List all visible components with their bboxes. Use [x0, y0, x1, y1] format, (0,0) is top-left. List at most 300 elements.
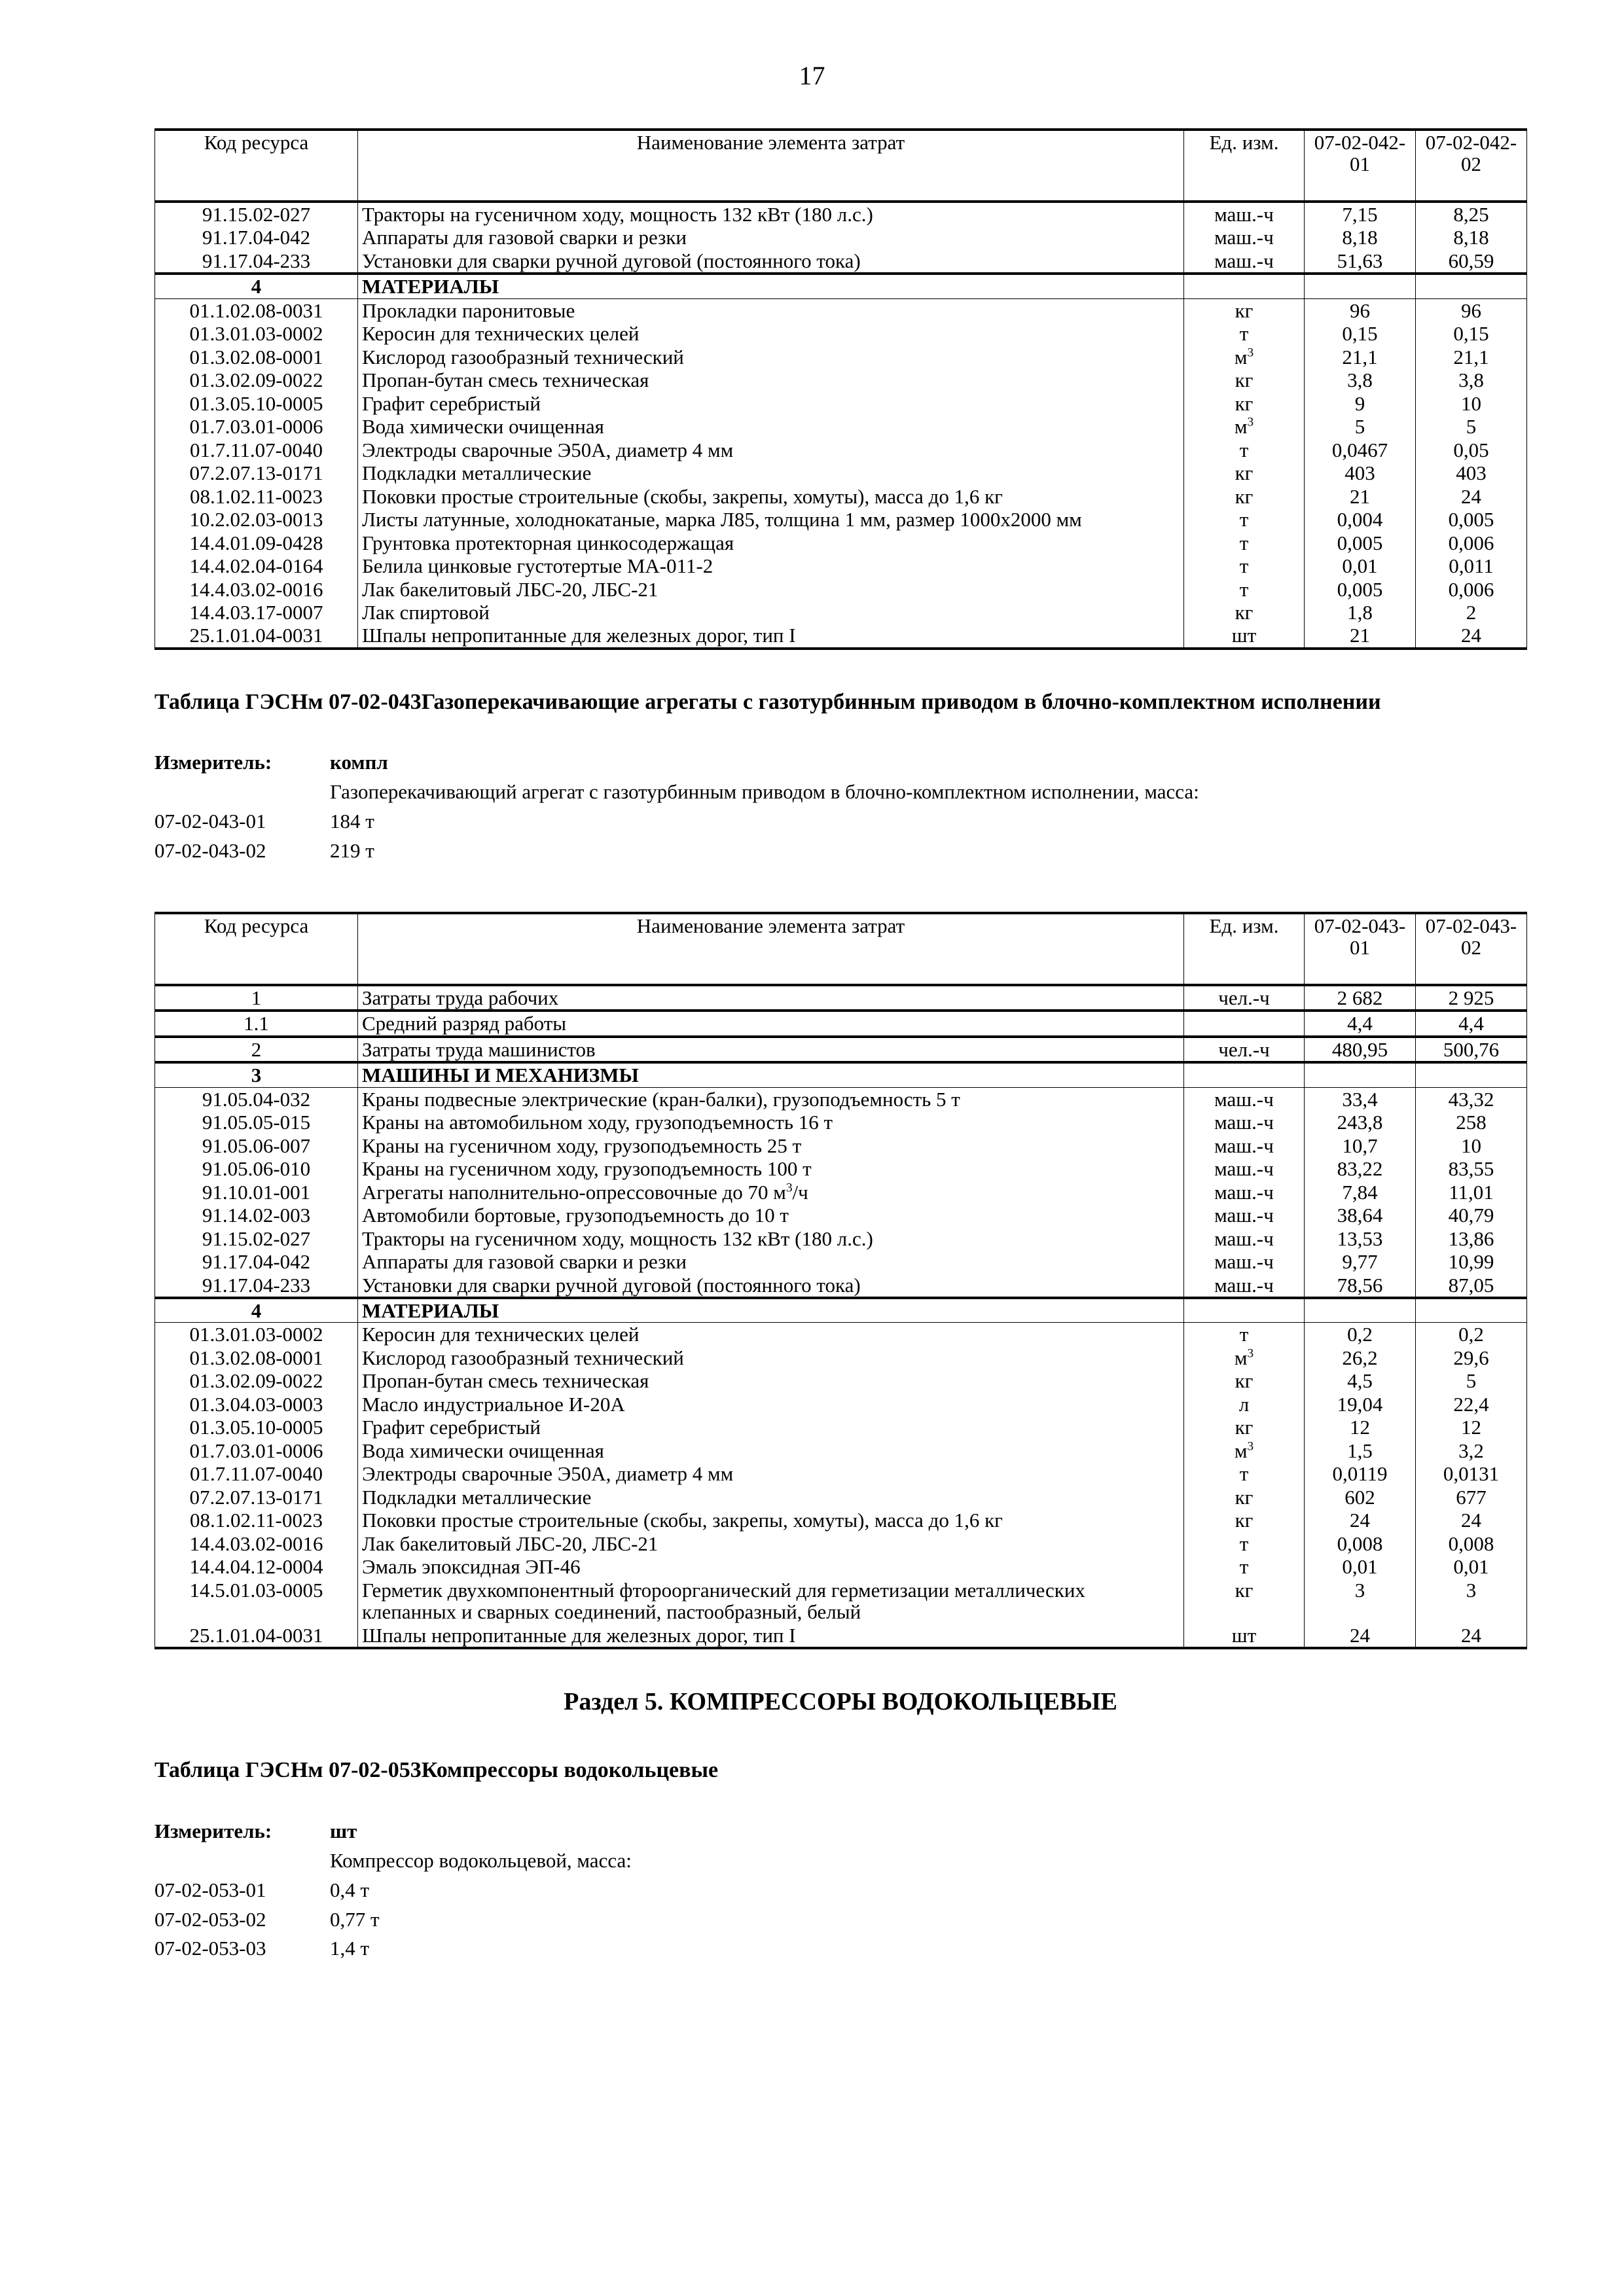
- table-row: [155, 985, 1527, 1011]
- table-row: [155, 1346, 1527, 1369]
- row-unit: т: [1184, 439, 1305, 461]
- row-value-1: 83,22: [1305, 1157, 1416, 1180]
- description-053: Компрессор водокольцевой, масса:: [330, 1848, 632, 1872]
- row-value-2: 24: [1416, 1509, 1527, 1532]
- variant-code: 07-02-053-03: [154, 1937, 266, 1960]
- row-unit: [1184, 1439, 1305, 1462]
- table-header-row: [155, 130, 1527, 202]
- table-row: [155, 1439, 1527, 1462]
- row-value-2: 22,4: [1416, 1393, 1527, 1416]
- row-unit: чел.-ч: [1184, 985, 1305, 1011]
- row-value-1: [1305, 1062, 1416, 1087]
- row-value-1: 1,8: [1305, 601, 1416, 624]
- row-code: 01.3.05.10-0005: [155, 1416, 358, 1439]
- row-code: 01.3.04.03-0003: [155, 1393, 358, 1416]
- row-name: Лак бакелитовый ЛБС-20, ЛБС-21: [358, 1532, 1184, 1555]
- row-value-1: 19,04: [1305, 1393, 1416, 1416]
- row-name: Затраты труда машинистов: [358, 1037, 1184, 1062]
- row-value-1: 2 682: [1305, 985, 1416, 1011]
- row-value-2: 8,18: [1416, 226, 1527, 249]
- row-unit: т: [1184, 1532, 1305, 1555]
- row-unit: т: [1184, 1323, 1305, 1346]
- row-name: Пропан-бутан смесь техническая: [358, 1369, 1184, 1392]
- section-heading-razdel-5: Раздел 5. КОМПРЕССОРЫ ВОДОКОЛЬЦЕВЫЕ: [564, 1688, 1117, 1716]
- row-value-2: 258: [1416, 1111, 1527, 1134]
- description-row-053: [154, 1846, 1526, 1876]
- row-value-1: 24: [1305, 1624, 1416, 1648]
- row-value-2: 29,6: [1416, 1346, 1527, 1369]
- table-row: [155, 1111, 1527, 1134]
- row-code: 01.3.01.03-0002: [155, 1323, 358, 1346]
- unit-superscript: 3: [1247, 1346, 1254, 1361]
- row-value-2: [1416, 1298, 1527, 1323]
- row-value-2: 0,006: [1416, 578, 1527, 601]
- row-value-1: 5: [1305, 415, 1416, 438]
- row-unit: [1184, 274, 1305, 298]
- table-row: [155, 624, 1527, 648]
- variant-value: 184 т: [330, 810, 374, 833]
- variant-code: 07-02-043-01: [154, 810, 266, 833]
- row-name: Графит серебристый: [358, 1416, 1184, 1439]
- table-title-043: [154, 687, 1526, 718]
- row-name: Керосин для технических целей: [358, 322, 1184, 345]
- row-unit: маш.-ч: [1184, 1134, 1305, 1157]
- row-value-1: 4,4: [1305, 1011, 1416, 1036]
- row-unit: [1184, 415, 1305, 438]
- row-name: МАТЕРИАЛЫ: [358, 1298, 1184, 1323]
- row-value-1: 33,4: [1305, 1087, 1416, 1111]
- row-code: 14.4.03.02-0016: [155, 578, 358, 601]
- row-value-1: 0,005: [1305, 531, 1416, 554]
- description-043: Газоперекачивающий агрегат с газотурбинным приводом в блочно-комплектном исполнении, масса:: [330, 780, 1199, 804]
- row-name: Шпалы непропитанные для железных дорог, тип I: [358, 1624, 1184, 1648]
- table-row: [155, 1250, 1527, 1273]
- table-row: [155, 226, 1527, 249]
- row-value-1: 21: [1305, 624, 1416, 648]
- table-row: [155, 1227, 1527, 1250]
- row-name: Графит серебристый: [358, 392, 1184, 415]
- table-row: [155, 439, 1527, 461]
- row-value-2: 10,99: [1416, 1250, 1527, 1273]
- row-code: 01.3.02.08-0001: [155, 1346, 358, 1369]
- table-row: [155, 508, 1527, 531]
- table-row: [155, 1323, 1527, 1346]
- row-unit: т: [1184, 554, 1305, 577]
- table-title-043-label: Таблица ГЭСНм 07-02-043: [154, 689, 422, 714]
- row-name: Электроды сварочные Э50А, диаметр 4 мм: [358, 439, 1184, 461]
- row-unit: т: [1184, 322, 1305, 345]
- row-value-2: 4,4: [1416, 1011, 1527, 1036]
- row-value-1: 12: [1305, 1416, 1416, 1439]
- row-code: 10.2.02.03-0013: [155, 508, 358, 531]
- row-code: 2: [155, 1037, 358, 1062]
- table-row: [155, 392, 1527, 415]
- row-value-2: 403: [1416, 461, 1527, 484]
- row-code: 01.3.02.08-0001: [155, 346, 358, 368]
- variant-row: [154, 836, 1526, 866]
- row-code: 14.4.04.12-0004: [155, 1555, 358, 1578]
- variant-1-code: 07-02-042-01: [1314, 131, 1406, 176]
- row-value-1: [1305, 274, 1416, 298]
- page-content: [154, 128, 1526, 1964]
- table-row: [155, 1274, 1527, 1298]
- header-variant-2: [1416, 913, 1527, 985]
- table-row: [155, 1157, 1527, 1180]
- table-row: [155, 1393, 1527, 1416]
- row-name: Белила цинковые густотертые МА-011-2: [358, 554, 1184, 577]
- row-name: Вода химически очищенная: [358, 415, 1184, 438]
- variant-value: 0,77 т: [330, 1907, 380, 1931]
- row-name: МАШИНЫ И МЕХАНИЗМЫ: [358, 1062, 1184, 1087]
- table-row: [155, 346, 1527, 368]
- header-unit: Ед. изм.: [1184, 913, 1305, 985]
- row-unit: чел.-ч: [1184, 1037, 1305, 1062]
- row-value-1: 0,005: [1305, 578, 1416, 601]
- unit-superscript: 3: [1247, 346, 1254, 360]
- row-value-2: 2 925: [1416, 985, 1527, 1011]
- row-value-2: 12: [1416, 1416, 1527, 1439]
- row-name: Кислород газообразный технический: [358, 346, 1184, 368]
- row-unit: кг: [1184, 485, 1305, 508]
- row-value-2: 5: [1416, 1369, 1527, 1392]
- row-name: Краны подвесные электрические (кран-балки), грузоподъемность 5 т: [358, 1087, 1184, 1111]
- row-code: 01.7.11.07-0040: [155, 1462, 358, 1485]
- row-unit: т: [1184, 508, 1305, 531]
- row-name: Краны на гусеничном ходу, грузоподъемность 25 т: [358, 1134, 1184, 1157]
- table-row: [155, 461, 1527, 484]
- row-value-2: 5: [1416, 415, 1527, 438]
- row-code: 01.7.11.07-0040: [155, 439, 358, 461]
- row-code: 14.4.03.02-0016: [155, 1532, 358, 1555]
- row-name: Аппараты для газовой сварки и резки: [358, 226, 1184, 249]
- unit-superscript: 3: [785, 1181, 793, 1195]
- row-value-1: 8,18: [1305, 226, 1416, 249]
- row-unit: маш.-ч: [1184, 1227, 1305, 1250]
- row-name: Тракторы на гусеничном ходу, мощность 132 кВт (180 л.с.): [358, 1227, 1184, 1250]
- table-row: [155, 1037, 1527, 1062]
- table-row: [155, 1204, 1527, 1227]
- meter-block-043: [154, 748, 1526, 866]
- table-row: [155, 1416, 1527, 1439]
- row-code: 01.7.03.01-0006: [155, 415, 358, 438]
- row-value-1: 480,95: [1305, 1037, 1416, 1062]
- row-code: 07.2.07.13-0171: [155, 461, 358, 484]
- variant-row: [154, 1905, 1526, 1935]
- row-value-2: 21,1: [1416, 346, 1527, 368]
- row-value-2: 24: [1416, 624, 1527, 648]
- row-value-2: 11,01: [1416, 1181, 1527, 1204]
- row-name: Прокладки паронитовые: [358, 298, 1184, 322]
- row-value-2: 24: [1416, 1624, 1527, 1648]
- row-name: Герметик двухкомпонентный фтороорганический для герметизации металлических клепанных и сварных соединений, пастообразный, белый: [358, 1579, 1184, 1624]
- row-name: Листы латунные, холоднокатаные, марка Л85, толщина 1 мм, размер 1000х2000 мм: [358, 508, 1184, 531]
- row-unit: [1184, 346, 1305, 368]
- variant-list-043: [154, 807, 1526, 866]
- table-row: [155, 202, 1527, 226]
- row-unit: маш.-ч: [1184, 1087, 1305, 1111]
- row-value-1: 0,01: [1305, 1555, 1416, 1578]
- variant-2-code: 07-02-042-02: [1425, 131, 1517, 176]
- row-value-2: 0,005: [1416, 508, 1527, 531]
- row-value-2: 43,32: [1416, 1087, 1527, 1111]
- row-name: Поковки простые строительные (скобы, закрепы, хомуты), масса до 1,6 кг: [358, 1509, 1184, 1532]
- header-code: Код ресурса: [155, 913, 358, 985]
- variant-row: [154, 1876, 1526, 1905]
- row-code: 91.05.04-032: [155, 1087, 358, 1111]
- row-value-1: 4,5: [1305, 1369, 1416, 1392]
- row-value-1: 1,5: [1305, 1439, 1416, 1462]
- variant-row: [154, 807, 1526, 836]
- row-value-2: 8,25: [1416, 202, 1527, 226]
- row-value-2: [1416, 1062, 1527, 1087]
- meter-row-043: [154, 748, 1526, 778]
- row-code: 25.1.01.04-0031: [155, 624, 358, 648]
- variant-value: 0,4 т: [330, 1878, 370, 1901]
- row-code: 91.17.04-042: [155, 226, 358, 249]
- row-value-2: 3: [1416, 1579, 1527, 1624]
- row-value-2: 40,79: [1416, 1204, 1527, 1227]
- row-value-1: 0,004: [1305, 508, 1416, 531]
- table-row: [155, 1486, 1527, 1509]
- row-code: 01.1.02.08-0031: [155, 298, 358, 322]
- row-name: Подкладки металлические: [358, 1486, 1184, 1509]
- table-row: [155, 1624, 1527, 1648]
- meter-row-053: [154, 1817, 1526, 1846]
- meter-value-053: шт: [330, 1819, 357, 1842]
- row-unit: маш.-ч: [1184, 1250, 1305, 1273]
- meter-label-043: Измеритель:: [154, 751, 272, 774]
- row-unit: кг: [1184, 1579, 1305, 1624]
- row-unit: маш.-ч: [1184, 1111, 1305, 1134]
- unit-superscript: 3: [1247, 415, 1254, 429]
- row-value-2: 3,2: [1416, 1439, 1527, 1462]
- row-value-1: 96: [1305, 298, 1416, 322]
- table-row: [155, 1579, 1527, 1624]
- unit-base: м: [1234, 1439, 1248, 1462]
- table-title-053-text: Компрессоры водокольцевые: [421, 1758, 719, 1783]
- row-code: 91.17.04-042: [155, 1250, 358, 1273]
- row-value-2: 677: [1416, 1486, 1527, 1509]
- row-value-1: 0,2: [1305, 1323, 1416, 1346]
- row-value-1: 0,008: [1305, 1532, 1416, 1555]
- row-unit: [1184, 1298, 1305, 1323]
- row-value-2: 3,8: [1416, 368, 1527, 391]
- meter-block-053: [154, 1817, 1526, 1964]
- header-variant-1: [1305, 913, 1416, 985]
- row-value-2: 96: [1416, 298, 1527, 322]
- row-name: Аппараты для газовой сварки и резки: [358, 1250, 1184, 1273]
- row-code: 91.10.01-001: [155, 1181, 358, 1204]
- page-number: 17: [799, 61, 825, 90]
- row-value-2: 500,76: [1416, 1037, 1527, 1062]
- table-row: [155, 1181, 1527, 1204]
- row-value-1: 0,01: [1305, 554, 1416, 577]
- resource-table-042: [154, 128, 1527, 650]
- row-code: 91.15.02-027: [155, 1227, 358, 1250]
- row-name: Лак бакелитовый ЛБС-20, ЛБС-21: [358, 578, 1184, 601]
- row-unit: т: [1184, 578, 1305, 601]
- table-row: [155, 274, 1527, 298]
- table-042-body: [155, 202, 1527, 649]
- row-code: 14.4.01.09-0428: [155, 531, 358, 554]
- table-043-header: [155, 913, 1527, 985]
- row-value-2: 87,05: [1416, 1274, 1527, 1298]
- row-name: Тракторы на гусеничном ходу, мощность 132 кВт (180 л.с.): [358, 202, 1184, 226]
- row-code: 4: [155, 1298, 358, 1323]
- row-code: 01.3.05.10-0005: [155, 392, 358, 415]
- row-unit: кг: [1184, 1369, 1305, 1392]
- unit-base: м: [1234, 1346, 1248, 1369]
- row-name: Поковки простые строительные (скобы, закрепы, хомуты), масса до 1,6 кг: [358, 485, 1184, 508]
- row-unit: шт: [1184, 1624, 1305, 1648]
- row-name: Шпалы непропитанные для железных дорог, тип I: [358, 624, 1184, 648]
- row-unit: [1184, 1062, 1305, 1087]
- row-name: Грунтовка протекторная цинкосодержащая: [358, 531, 1184, 554]
- row-value-2: 24: [1416, 485, 1527, 508]
- row-value-1: 24: [1305, 1509, 1416, 1532]
- row-name: Краны на гусеничном ходу, грузоподъемность 100 т: [358, 1157, 1184, 1180]
- row-unit: кг: [1184, 1509, 1305, 1532]
- row-name: МАТЕРИАЛЫ: [358, 274, 1184, 298]
- table-row: [155, 1532, 1527, 1555]
- row-unit: маш.-ч: [1184, 1204, 1305, 1227]
- table-row: [155, 322, 1527, 345]
- header-unit: Ед. изм.: [1184, 130, 1305, 202]
- row-name: Электроды сварочные Э50А, диаметр 4 мм: [358, 1462, 1184, 1485]
- row-name: Кислород газообразный технический: [358, 1346, 1184, 1369]
- row-unit: маш.-ч: [1184, 226, 1305, 249]
- row-value-1: 21,1: [1305, 346, 1416, 368]
- row-value-1: 403: [1305, 461, 1416, 484]
- row-unit: т: [1184, 1555, 1305, 1578]
- header-name: Наименование элемента затрат: [358, 130, 1184, 202]
- table-row: [155, 1087, 1527, 1111]
- row-unit: кг: [1184, 392, 1305, 415]
- row-name: Установки для сварки ручной дуговой (постоянного тока): [358, 1274, 1184, 1298]
- variant-value: 1,4 т: [330, 1937, 370, 1960]
- table-row: [155, 1298, 1527, 1323]
- row-unit: [1184, 1346, 1305, 1369]
- row-unit: т: [1184, 531, 1305, 554]
- resource-table-043: [154, 912, 1527, 1649]
- row-value-2: 0,15: [1416, 322, 1527, 345]
- row-code: 91.05.06-010: [155, 1157, 358, 1180]
- row-value-1: 26,2: [1305, 1346, 1416, 1369]
- unit-base: м: [1234, 415, 1248, 439]
- variant-code: 07-02-043-02: [154, 838, 266, 862]
- row-value-1: 21: [1305, 485, 1416, 508]
- row-value-2: 10: [1416, 1134, 1527, 1157]
- row-code: 1.1: [155, 1011, 358, 1036]
- row-value-1: 3: [1305, 1579, 1416, 1624]
- table-042-header: [155, 130, 1527, 202]
- variant-list-053: [154, 1876, 1526, 1964]
- row-name: Автомобили бортовые, грузоподъемность до 10 т: [358, 1204, 1184, 1227]
- row-code: 91.15.02-027: [155, 202, 358, 226]
- row-unit: кг: [1184, 298, 1305, 322]
- row-value-1: 243,8: [1305, 1111, 1416, 1134]
- row-value-1: 7,84: [1305, 1181, 1416, 1204]
- row-value-2: 2: [1416, 601, 1527, 624]
- row-code: 08.1.02.11-0023: [155, 485, 358, 508]
- row-code: 91.17.04-233: [155, 249, 358, 274]
- row-code: 25.1.01.04-0031: [155, 1624, 358, 1648]
- variant-value: 219 т: [330, 838, 374, 862]
- unit-base: м: [1234, 345, 1248, 368]
- row-value-1: 3,8: [1305, 368, 1416, 391]
- table-title-053-label: Таблица ГЭСНм 07-02-053: [154, 1758, 422, 1783]
- row-value-2: 0,0131: [1416, 1462, 1527, 1485]
- table-row: [155, 1062, 1527, 1087]
- variant-code: 07-02-053-02: [154, 1907, 266, 1931]
- table-title-043-text: Газоперекачивающие агрегаты с газотурбинным приводом в блочно-комплектном исполнении: [421, 689, 1381, 714]
- row-value-2: 83,55: [1416, 1157, 1527, 1180]
- variant-1-code: 07-02-043-01: [1314, 914, 1406, 960]
- row-name: Эмаль эпоксидная ЭП-46: [358, 1555, 1184, 1578]
- row-value-1: 13,53: [1305, 1227, 1416, 1250]
- row-unit: кг: [1184, 368, 1305, 391]
- row-code: 91.05.05-015: [155, 1111, 358, 1134]
- row-unit: маш.-ч: [1184, 1181, 1305, 1204]
- row-name: Вода химически очищенная: [358, 1439, 1184, 1462]
- variant-2-code: 07-02-043-02: [1425, 914, 1517, 960]
- meter-label-053: Измеритель:: [154, 1819, 272, 1842]
- table-title-053: [154, 1755, 1526, 1786]
- row-name: Затраты труда рабочих: [358, 985, 1184, 1011]
- row-code: 91.17.04-233: [155, 1274, 358, 1298]
- row-unit: кг: [1184, 601, 1305, 624]
- row-unit: л: [1184, 1393, 1305, 1416]
- row-value-2: 13,86: [1416, 1227, 1527, 1250]
- table-row: [155, 1462, 1527, 1485]
- row-name: Масло индустриальное И-20А: [358, 1393, 1184, 1416]
- header-name: Наименование элемента затрат: [358, 913, 1184, 985]
- row-value-2: 0,011: [1416, 554, 1527, 577]
- row-name: Пропан-бутан смесь техническая: [358, 368, 1184, 391]
- row-code: 4: [155, 274, 358, 298]
- row-unit: кг: [1184, 1416, 1305, 1439]
- row-value-1: 78,56: [1305, 1274, 1416, 1298]
- row-name: Керосин для технических целей: [358, 1323, 1184, 1346]
- table-row: [155, 1134, 1527, 1157]
- row-code: 91.05.06-007: [155, 1134, 358, 1157]
- row-value-2: 0,006: [1416, 531, 1527, 554]
- row-value-1: 0,0119: [1305, 1462, 1416, 1485]
- row-value-2: 0,05: [1416, 439, 1527, 461]
- row-code: 14.5.01.03-0005: [155, 1579, 358, 1624]
- row-value-1: 602: [1305, 1486, 1416, 1509]
- row-value-2: 10: [1416, 392, 1527, 415]
- row-code: 14.4.03.17-0007: [155, 601, 358, 624]
- table-row: [155, 249, 1527, 274]
- table-row: [155, 578, 1527, 601]
- row-code: 01.3.02.09-0022: [155, 368, 358, 391]
- row-value-1: 38,64: [1305, 1204, 1416, 1227]
- table-row: [155, 531, 1527, 554]
- row-code: 07.2.07.13-0171: [155, 1486, 358, 1509]
- header-variant-1: [1305, 130, 1416, 202]
- row-value-1: 10,7: [1305, 1134, 1416, 1157]
- row-code: 08.1.02.11-0023: [155, 1509, 358, 1532]
- row-unit: маш.-ч: [1184, 1157, 1305, 1180]
- row-code: 91.14.02-003: [155, 1204, 358, 1227]
- row-unit: кг: [1184, 461, 1305, 484]
- row-unit: т: [1184, 1462, 1305, 1485]
- table-row: [155, 1011, 1527, 1036]
- table-row: [155, 554, 1527, 577]
- table-row: [155, 1509, 1527, 1532]
- row-name: Краны на автомобильном ходу, грузоподъемность 16 т: [358, 1111, 1184, 1134]
